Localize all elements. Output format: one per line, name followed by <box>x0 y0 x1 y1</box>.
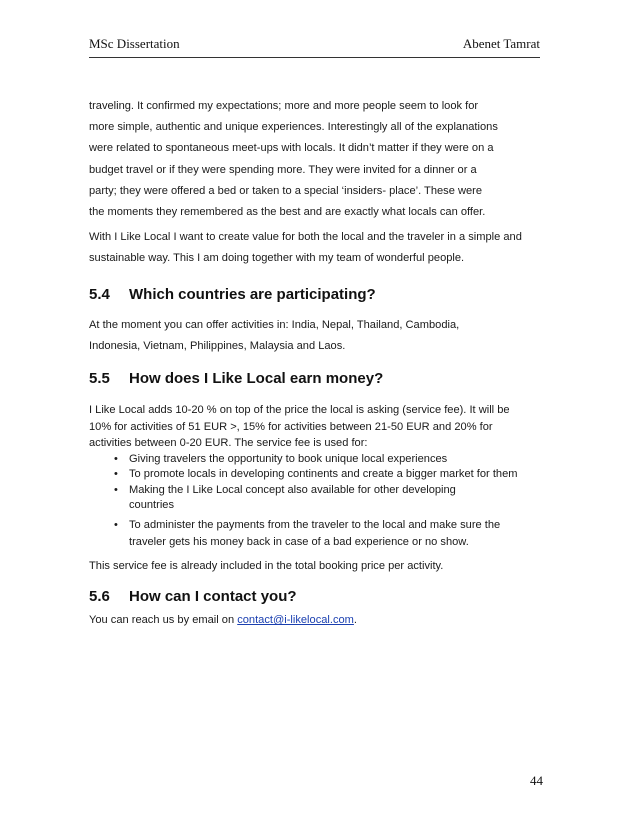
list-item-text: To promote locals in developing continents and create a bigger market for them <box>129 468 518 481</box>
email-link[interactable]: contact@i-likelocal.com <box>237 614 354 627</box>
list-item-text: Giving travelers the opportunity to book unique local experiences <box>129 452 448 465</box>
text-line: the moments they remembered as the best and are exactly what locals can offer. <box>89 206 486 219</box>
text-line: With I Like Local I want to create value for both the local and the traveler in a simple and <box>89 231 522 244</box>
list-item-text: countries <box>129 499 175 512</box>
text-line: budget travel or if they were spending more. They were invited for a dinner or a <box>89 163 477 176</box>
list-item <box>114 452 544 468</box>
section-title: How does I Like Local earn money? <box>129 370 384 388</box>
list-item-text: To administer the payments from the traveler to the local and make sure the <box>129 518 501 531</box>
page-number: 44 <box>530 773 543 788</box>
fee-included-note: This service fee is already included in the total booking price per activity. <box>89 559 444 572</box>
page-body <box>89 96 544 631</box>
countries-paragraph <box>89 315 544 357</box>
section-number: 5.5 <box>89 370 110 388</box>
fee-usage-list <box>89 452 544 551</box>
text-line: were related to spontaneous meet-ups with locals. It didn’t matter if they were on a <box>89 142 494 155</box>
text-line: I Like Local adds 10-20 % on top of the price the local is asking (service fee). It will be <box>89 404 510 417</box>
header-right-text: Abenet Tamrat <box>462 36 540 51</box>
header-left-text: MSc Dissertation <box>89 36 180 51</box>
text-line: At the moment you can offer activities in: India, Nepal, Thailand, Cambodia, <box>89 318 460 331</box>
bullet-icon: • <box>114 518 118 531</box>
list-item-text: traveler gets his money back in case of a bad experience or no show. <box>129 535 469 548</box>
list-item <box>114 483 544 514</box>
contact-text: You can reach us by email on <box>89 614 238 627</box>
text-line: sustainable way. This I am doing together with my team of wonderful people. <box>89 252 465 265</box>
section-title: How can I contact you? <box>129 588 297 606</box>
list-item <box>114 517 544 551</box>
page-header <box>89 36 540 56</box>
text-line: traveling. It confirmed my expectations; more and more people seem to look for <box>89 100 479 112</box>
text-line: 10% for activities of 51 EUR >, 15% for activities between 21-50 EUR and 20% for <box>89 420 493 433</box>
section-heading-5-4 <box>89 285 544 305</box>
section-title: Which countries are participating? <box>129 285 376 303</box>
contact-text-end: . <box>353 614 358 627</box>
list-item <box>114 467 544 483</box>
bullet-icon: • <box>114 483 118 496</box>
header-divider <box>89 57 540 58</box>
text-line: more simple, authentic and unique experiences. Interestingly all of the explanations <box>89 121 498 134</box>
text-line: activities between 0-20 EUR. The service fee is used for: <box>89 437 368 450</box>
intro-paragraph <box>89 96 544 223</box>
section-heading-5-6 <box>89 587 544 607</box>
text-line: Indonesia, Vietnam, Philippines, Malaysia and Laos. <box>89 339 346 352</box>
section-number: 5.4 <box>89 285 110 303</box>
fee-paragraph <box>89 402 544 452</box>
section-heading-5-5 <box>89 369 544 389</box>
section-number: 5.6 <box>89 588 110 606</box>
list-item-text: Making the I Like Local concept also available for other developing <box>129 483 456 496</box>
bullet-icon: • <box>114 468 118 481</box>
bullet-icon: • <box>114 452 118 465</box>
mission-paragraph <box>89 227 544 269</box>
text-line: party; they were offered a bed or taken to a special ‘insiders- place’. These were <box>89 184 483 197</box>
contact-paragraph <box>89 610 544 631</box>
